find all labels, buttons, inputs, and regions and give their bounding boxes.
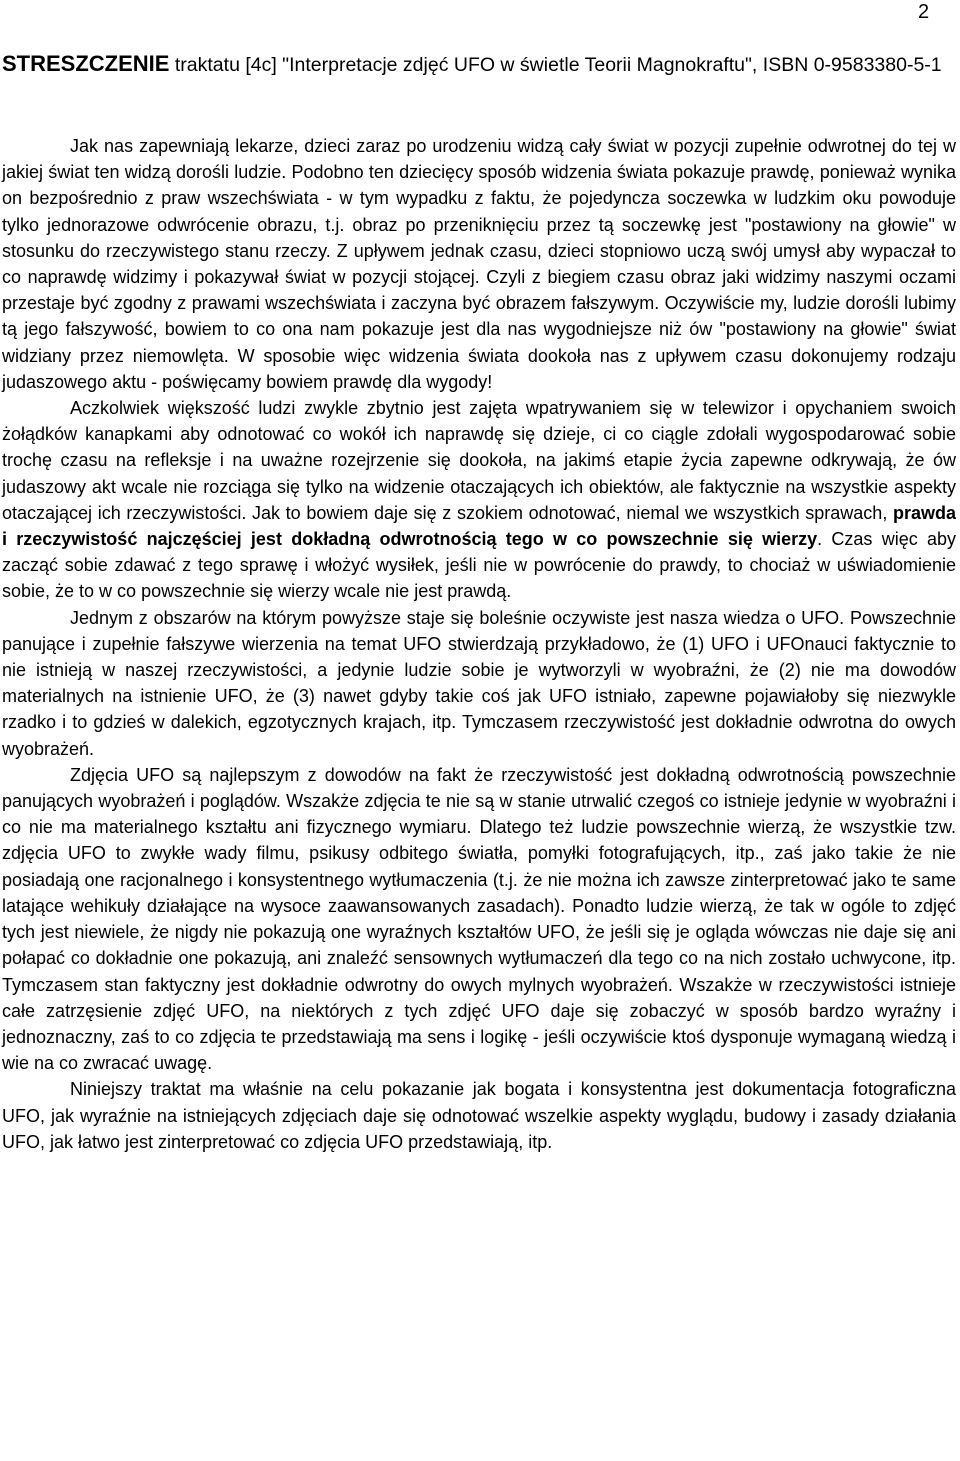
- page-number: 2: [918, 1, 930, 23]
- paragraph-5: Niniejszy traktat ma właśnie na celu pokazanie jak bogata i konsystentna jest dokumentacja fotograficzna UFO, jak wyraźnie na istniejących zdjęciach daje się odnotować wszelkie aspekty wyglądu, budowy i zasady działania UFO, jak łatwo jest zinterpretować co zdjęcia UFO przedstawiają, itp.: [2, 1079, 956, 1152]
- paragraph-1: Jak nas zapewniają lekarze, dzieci zaraz po urodzeniu widzą cały świat w pozycji zupełnie odwrotnej do tej w jakiej świat ten widzą dorośli ludzie. Podobno ten dziecięcy sposób widzenia świata pokazuje prawdę, ponieważ wynika on bezpośrednio z praw wszechświata - w tym wypadku z faktu, że pojedyncza soczewka w ludzkim oku powoduje tylko jednorazowe odwrócenie obrazu, t.j. obraz po przeniknięciu przez tą soczewkę jest "postawiony na głowie" w stosunku do rzeczywistego stanu rzeczy. Z upływem jednak czasu, dzieci stopniowo uczą swój umysł aby wypaczał to co naprawdę widzimy i pokazywał świat w pozycji stojącej. Czyli z biegiem czasu obraz jaki widzimy naszymi oczami przestaje być zgodny z prawami wszechświata i zaczyna być obrazem fałszywym. Oczywiście my, ludzie dorośli lubimy tą jego fałszywość, bowiem to co ona nam pokazuje jest dla nas wygodniejsze niż ów "postawiony na głowie" świat widziany przez niemowlęta. W sposobie więc widzenia świata dookoła nas z upływem czasu dokonujemy rodzaju judaszowego aktu - poświęcamy bowiem prawdę dla wygody!: [2, 136, 956, 392]
- paragraph-4: Zdjęcia UFO są najlepszym z dowodów na fakt że rzeczywistość jest dokładną odwrotnością powszechnie panujących wyobrażeń i poglądów. Wszakże zdjęcia te nie są w stanie utrwalić czegoś co istnieje jedynie w wyobraźni i co nie ma materialnego kształtu ani fizycznego wymiaru. Dlatego też ludzie powszechnie wierzą, że wszystkie tzw. zdjęcia UFO to zwykłe wady filmu, psikusy odbitego światła, pomyłki fotografujących, itp., zaś jako takie że nie posiadają one racjonalnego i konsystentnego wytłumaczenia (t.j. że nie można ich zawsze zinterpretować jako te same latające wehikuły działające na wysoce zaawansowanych zasadach). Ponadto ludzie wierzą, że tak w ogóle to zdjęć tych jest niewiele, że nigdy nie pokazują one wyraźnych kształtów UFO, że jeśli się je ogląda wówczas nie daje się ani połapać co dokładnie one pokazują, ani znaleźć sensownych wytłumaczeń dla tego co na nich zostało uchwycone, itp. Tymczasem stan faktyczny jest dokładnie odwrotny do owych mylnych wyobrażeń. Wszakże w rzeczywistości istnieje całe zatrzęsienie zdjęć UFO, na niektórych z tych zdjęć UFO daje się zobaczyć w sposób bardzo wyraźny i jednoznaczny, zaś to co zdjęcia te przedstawiają ma sens i logikę - jeśli oczywiście ktoś dysponuje wymaganą wiedzą i wie na co zwracać uwagę.: [2, 764, 956, 1074]
- title-subtitle: traktatu [4c] "Interpretacje zdjęć UFO w świetle Teorii Magnokraftu", ISBN 0-9583380-5-1: [169, 54, 942, 76]
- title-heading: STRESZCZENIE: [2, 51, 170, 76]
- document-title: [2, 48, 956, 81]
- paragraph-2-text-before: Aczkolwiek większość ludzi zwykle zbytnio jest zajęta wpatrywaniem się w telewizor i opychaniem swoich żołądków kanapkami aby odnotować co wokół ich naprawdę się dzieje, ci co ciągle zdołali wygospodarować sobie trochę czasu na refleksje i na uważne rozejrzenie się dookoła, na jakimś etapie życia zapewne odkrywają, że ów judaszowy akt wcale nie rozciąga się tylko na widzenie otaczających ich obiektów, ale faktycznie na wszystkie aspekty otaczającej ich rzeczywistości. Jak to bowiem daje się z szokiem odnotować, niemal we wszystkich sprawach,: [2, 398, 956, 523]
- paragraph-2: [2, 395, 956, 605]
- paragraph-2-bold-statement: prawda i rzeczywistość najczęściej jest dokładną odwrotnością tego w co powszechnie się wierzy: [2, 502, 956, 550]
- paragraph-2-text-after: . Czas więc aby zacząć sobie zdawać z tego sprawę i włożyć wysiłek, jeśli nie w powrócenie do prawdy, to chociaż w uświadomienie sobie, że to w co powszechnie się wierzy wcale nie jest prawdą.: [2, 529, 956, 602]
- body-text: [2, 133, 956, 1155]
- paragraph-3: Jednym z obszarów na którym powyższe staje się boleśnie oczywiste jest nasza wiedza o UFO. Powszechnie panujące i zupełnie fałszywe wierzenia na temat UFO stwierdzają przykładowo, że (1) UFO i UFOnauci faktycznie to nie istnieją w naszej rzeczywistości, a jedynie ludzie sobie je wytworzyli w wyobraźni, że (2) nie ma dowodów materialnych na istnienie UFO, że (3) nawet gdyby takie coś jak UFO istniało, zapewne pojawiałoby się niezwykle rzadko i to gdzieś w dalekich, egzotycznych krajach, itp. Tymczasem rzeczywistość jest dokładnie odwrotna do owych wyobrażeń.: [2, 607, 956, 759]
